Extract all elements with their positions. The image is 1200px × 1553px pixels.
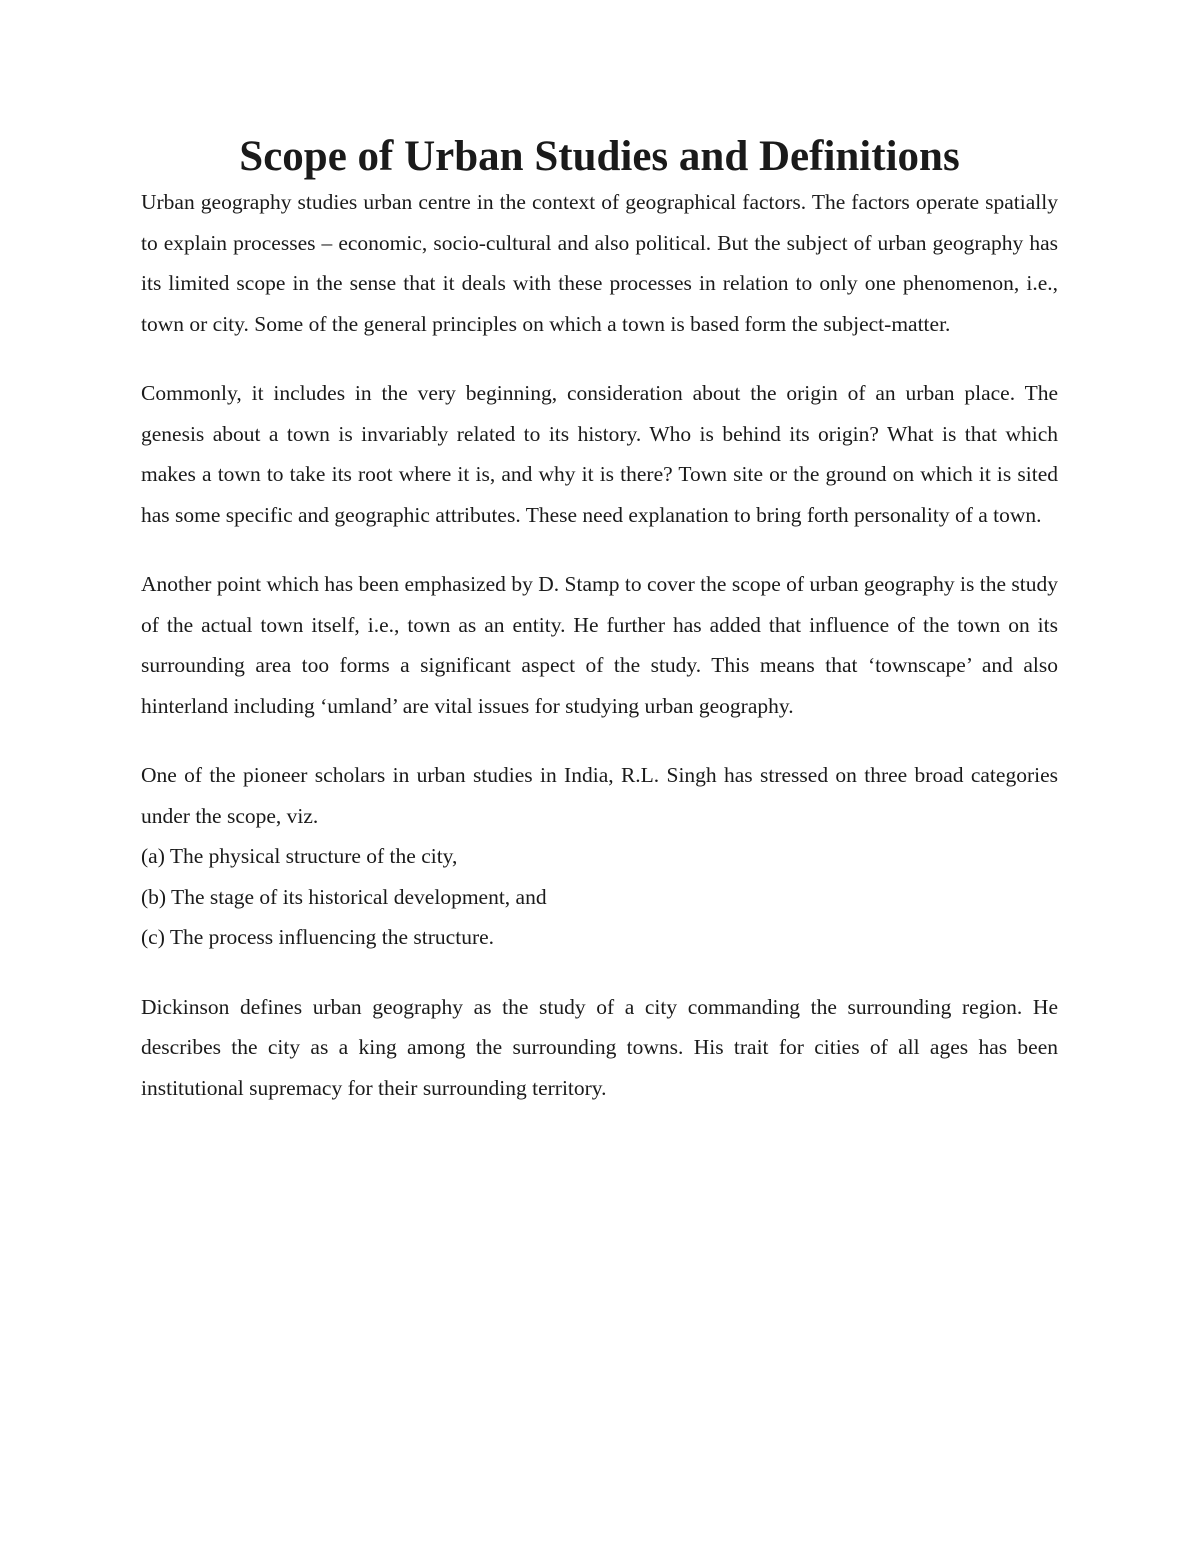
document-title: Scope of Urban Studies and Definitions	[239, 133, 960, 180]
list-item-c: (c) The process influencing the structure.	[141, 925, 495, 949]
list-item-a: (a) The physical structure of the city,	[141, 844, 458, 868]
list-item-b: (b) The stage of its historical development, and	[141, 884, 547, 909]
document-body	[141, 133, 1058, 1108]
paragraph-intro: Urban geography studies urban centre in the context of geographical factors. The factors operate spatially to explain processes – economic, socio-cultural and also political. But the subject of urban geography has its limited scope in the sense that it deals with these processes in relation to only one phenomenon, i.e., town or city. Some of the general principles on which a town is based form the subject-matter.	[141, 190, 1058, 336]
paragraph-origin: Commonly, it includes in the very beginning, consideration about the origin of an urban place. The genesis about a town is invariably related to its history. Who is behind its origin? What is that which makes a town to take its root where it is, and why it is there? Town site or the ground on which it is sited has some specific and geographic attributes. These need explanation to bring forth personality of a town.	[141, 381, 1058, 527]
paragraph-stamp: Another point which has been emphasized by D. Stamp to cover the scope of urban geography is the study of the actual town itself, i.e., town as an entity. He further has added that influence of the town on its surrounding area too forms a significant aspect of the study. This means that ‘townscape’ and also hinterland including ‘umland’ are vital issues for studying urban geography.	[141, 572, 1058, 718]
paragraph-singh: One of the pioneer scholars in urban studies in India, R.L. Singh has stressed on three broad categories under the scope, viz.	[141, 763, 1058, 828]
paragraph-dickinson: Dickinson defines urban geography as the study of a city commanding the surrounding region. He describes the city as a king among the surrounding towns. His trait for cities of all ages has been institutional supremacy for their surrounding territory.	[141, 994, 1058, 1100]
